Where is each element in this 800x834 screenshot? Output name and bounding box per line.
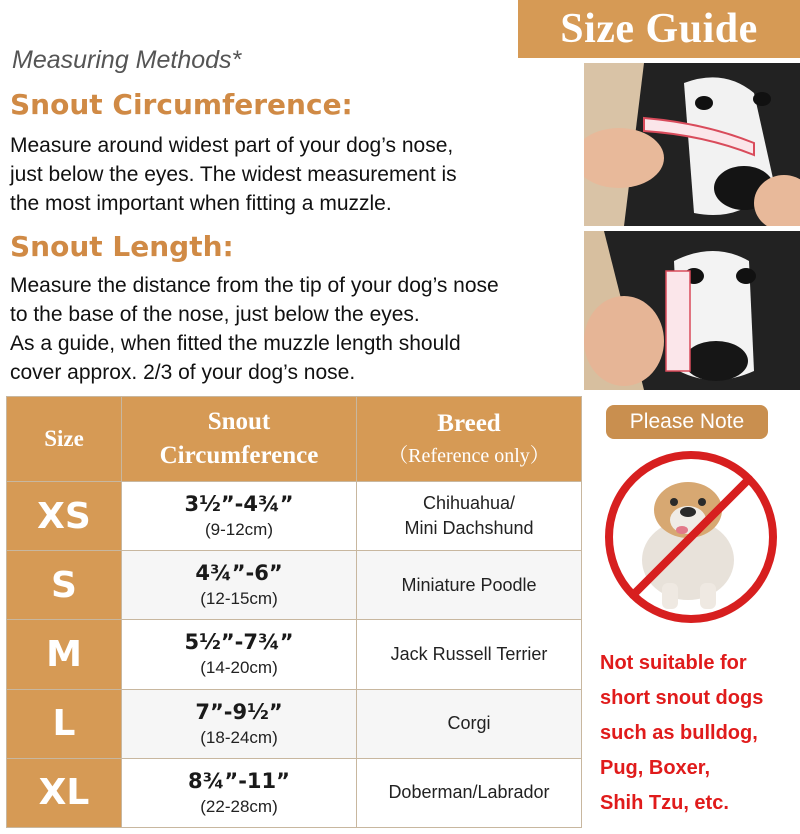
snout-circumference-text: [10, 131, 580, 218]
table-row: [7, 620, 582, 689]
snout-inches: 7”-9½”: [195, 699, 283, 724]
breed-cell: [357, 482, 582, 551]
snout-header-line1: Snout: [207, 408, 271, 435]
length-measure-photo: [584, 231, 800, 390]
snout-circumference-heading: Snout Circumference:: [10, 88, 353, 121]
warning-line: Pug, Boxer,: [600, 757, 711, 779]
snout-range: [122, 758, 357, 827]
size-column-header: Size: [7, 397, 122, 482]
size-label: L: [7, 689, 122, 758]
table-row: [7, 551, 582, 620]
please-note-badge: Please Note: [606, 405, 768, 439]
circumference-line: the most important when fitting a muzzle.: [10, 192, 392, 215]
length-line: cover approx. 2/3 of your dog’s nose.: [10, 361, 356, 384]
snout-cm: (9-12cm): [204, 520, 273, 540]
snout-inches: 4¾”-6”: [195, 561, 283, 586]
circumference-measure-photo: [584, 63, 800, 226]
table-row: [7, 482, 582, 551]
snout-header-line2: Circumference: [159, 442, 319, 469]
size-guide-title: Size Guide: [518, 0, 800, 58]
size-table: [6, 396, 582, 828]
breed-cell: [357, 689, 582, 758]
snout-cm: (14-20cm): [200, 658, 278, 678]
table-row: [7, 689, 582, 758]
breed-line: Doberman/Labrador: [388, 782, 550, 803]
size-label: XS: [7, 482, 122, 551]
measuring-methods-label: Measuring Methods*: [12, 46, 242, 74]
snout-range: [122, 551, 357, 620]
size-label: S: [7, 551, 122, 620]
breed-line: Mini Dachshund: [404, 518, 534, 539]
table-header-row: [7, 397, 582, 482]
snout-inches: 3½”-4¾”: [184, 492, 294, 517]
warning-line: Not suitable for: [600, 652, 747, 674]
warning-line: short snout dogs: [600, 687, 764, 709]
circumference-line: just below the eyes. The widest measurement is: [10, 163, 457, 186]
not-suitable-warning: [600, 646, 798, 821]
snout-inches: 5½”-7¾”: [184, 630, 294, 655]
breed-header-note: （Reference only）: [388, 445, 550, 467]
breed-cell: [357, 758, 582, 827]
warning-line: Shih Tzu, etc.: [600, 792, 729, 814]
no-bulldog-icon: [602, 448, 780, 626]
snout-cm: (18-24cm): [200, 727, 278, 747]
breed-line: Corgi: [447, 713, 491, 734]
snout-length-text: [10, 271, 590, 387]
snout-inches: 8¾”-11”: [188, 768, 290, 793]
size-label: M: [7, 620, 122, 689]
snout-cm: (12-15cm): [200, 589, 278, 609]
snout-range: [122, 482, 357, 551]
length-line: Measure the distance from the tip of your dog’s nose: [10, 274, 499, 297]
breed-line: Miniature Poodle: [401, 574, 537, 595]
snout-cm: (22-28cm): [200, 796, 278, 816]
length-line: to the base of the nose, just below the eyes.: [10, 303, 420, 326]
table-row: [7, 758, 582, 827]
snout-range: [122, 620, 357, 689]
length-line: As a guide, when fitted the muzzle length should: [10, 332, 461, 355]
breed-cell: [357, 551, 582, 620]
snout-range: [122, 689, 357, 758]
breed-column-header: [357, 397, 582, 482]
size-label: XL: [7, 758, 122, 827]
breed-line: Jack Russell Terrier: [390, 643, 548, 664]
snout-length-heading: Snout Length:: [10, 230, 234, 263]
breed-line: Chihuahua/: [422, 493, 516, 514]
breed-cell: [357, 620, 582, 689]
snout-column-header: [122, 397, 357, 482]
breed-header-title: Breed: [437, 410, 501, 437]
warning-line: such as bulldog,: [600, 722, 758, 744]
circumference-line: Measure around widest part of your dog’s nose,: [10, 134, 454, 157]
